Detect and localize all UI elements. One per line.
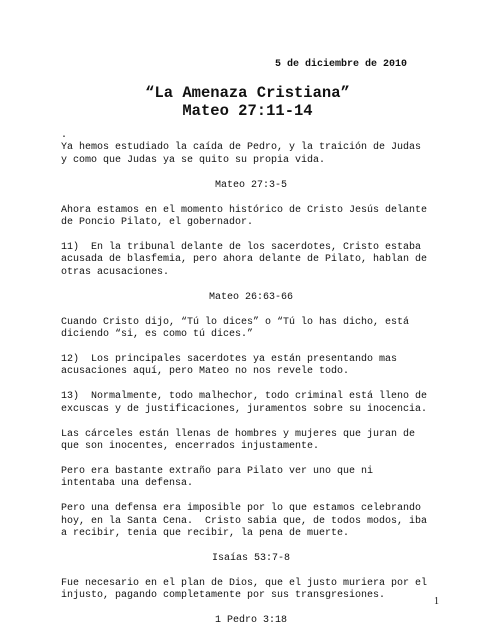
body-line: Ahora estamos en el momento histórico de Cristo Jesús delante bbox=[61, 204, 428, 216]
body-line: Pero una defensa era imposible por lo que estamos celebrando bbox=[61, 503, 422, 515]
title-line-2: Mateo 27:11-14 bbox=[182, 102, 313, 120]
scripture-reference: Mateo 27:3-5 bbox=[214, 179, 287, 191]
title-line-1: “La Amenaza Cristiana” bbox=[145, 84, 350, 102]
body-line: otras acusaciones. bbox=[61, 266, 170, 278]
body-line: Fue necesario en el plan de Dios, que el justo muriera por el bbox=[61, 577, 428, 589]
body-line: 12) Los principales sacerdotes ya están presentando mas bbox=[61, 353, 398, 365]
body-line: excuscas y de justificaciones, juramentos sobre su inocencia. bbox=[61, 403, 428, 415]
document-date: 5 de diciembre de 2010 bbox=[274, 59, 407, 70]
body-line: Pero era bastante extraño para Pilato ver uno que ni bbox=[61, 465, 374, 477]
body-line: diciendo “si, es como tú dices.” bbox=[61, 328, 254, 340]
scripture-reference: Isaías 53:7-8 bbox=[211, 552, 290, 564]
document-title bbox=[0, 84, 495, 120]
body-line: de Poncio Pilato, el gobernador. bbox=[61, 217, 254, 229]
scripture-reference: Mateo 26:63-66 bbox=[208, 291, 293, 303]
body-line: 11) En la tribunal delante de los sacerdotes, Cristo estaba bbox=[61, 241, 422, 253]
page-number: 1 bbox=[434, 596, 439, 607]
body-line: 13) Normalmente, todo malhechor, todo criminal está lleno de bbox=[61, 391, 428, 403]
body-line: Las cárceles están llenas de hombres y mujeres que juran de bbox=[61, 428, 416, 440]
body-line: que son inocentes, encerrados injustamente. bbox=[61, 440, 320, 452]
body-line: Cuando Cristo dijo, “Tú lo dices” o “Tú lo has dicho, está bbox=[61, 316, 410, 328]
sermon-body bbox=[61, 130, 441, 627]
body-line: acusaciones aquí, pero Mateo no nos revele todo. bbox=[61, 366, 350, 378]
body-line: Ya hemos estudiado la caída de Pedro, y la traición de Judas bbox=[61, 142, 422, 154]
body-line: a recibir, tenia que recibir, la pena de muerte. bbox=[61, 527, 350, 539]
body-line: hoy, en la Santa Cena. Cristo sabia que, de todos modos, iba bbox=[61, 515, 428, 527]
body-line: injusto, pagando completamente por sus transgresiones. bbox=[61, 590, 386, 602]
scripture-reference: 1 Pedro 3:18 bbox=[214, 615, 287, 627]
body-line: y como que Judas ya se quito su propia vida. bbox=[61, 154, 326, 166]
body-line: acusada de blasfemia, pero ahora delante de Pilato, hablan de bbox=[61, 254, 428, 266]
body-line: . bbox=[61, 130, 68, 141]
body-line: intentaba una defensa. bbox=[61, 478, 194, 490]
